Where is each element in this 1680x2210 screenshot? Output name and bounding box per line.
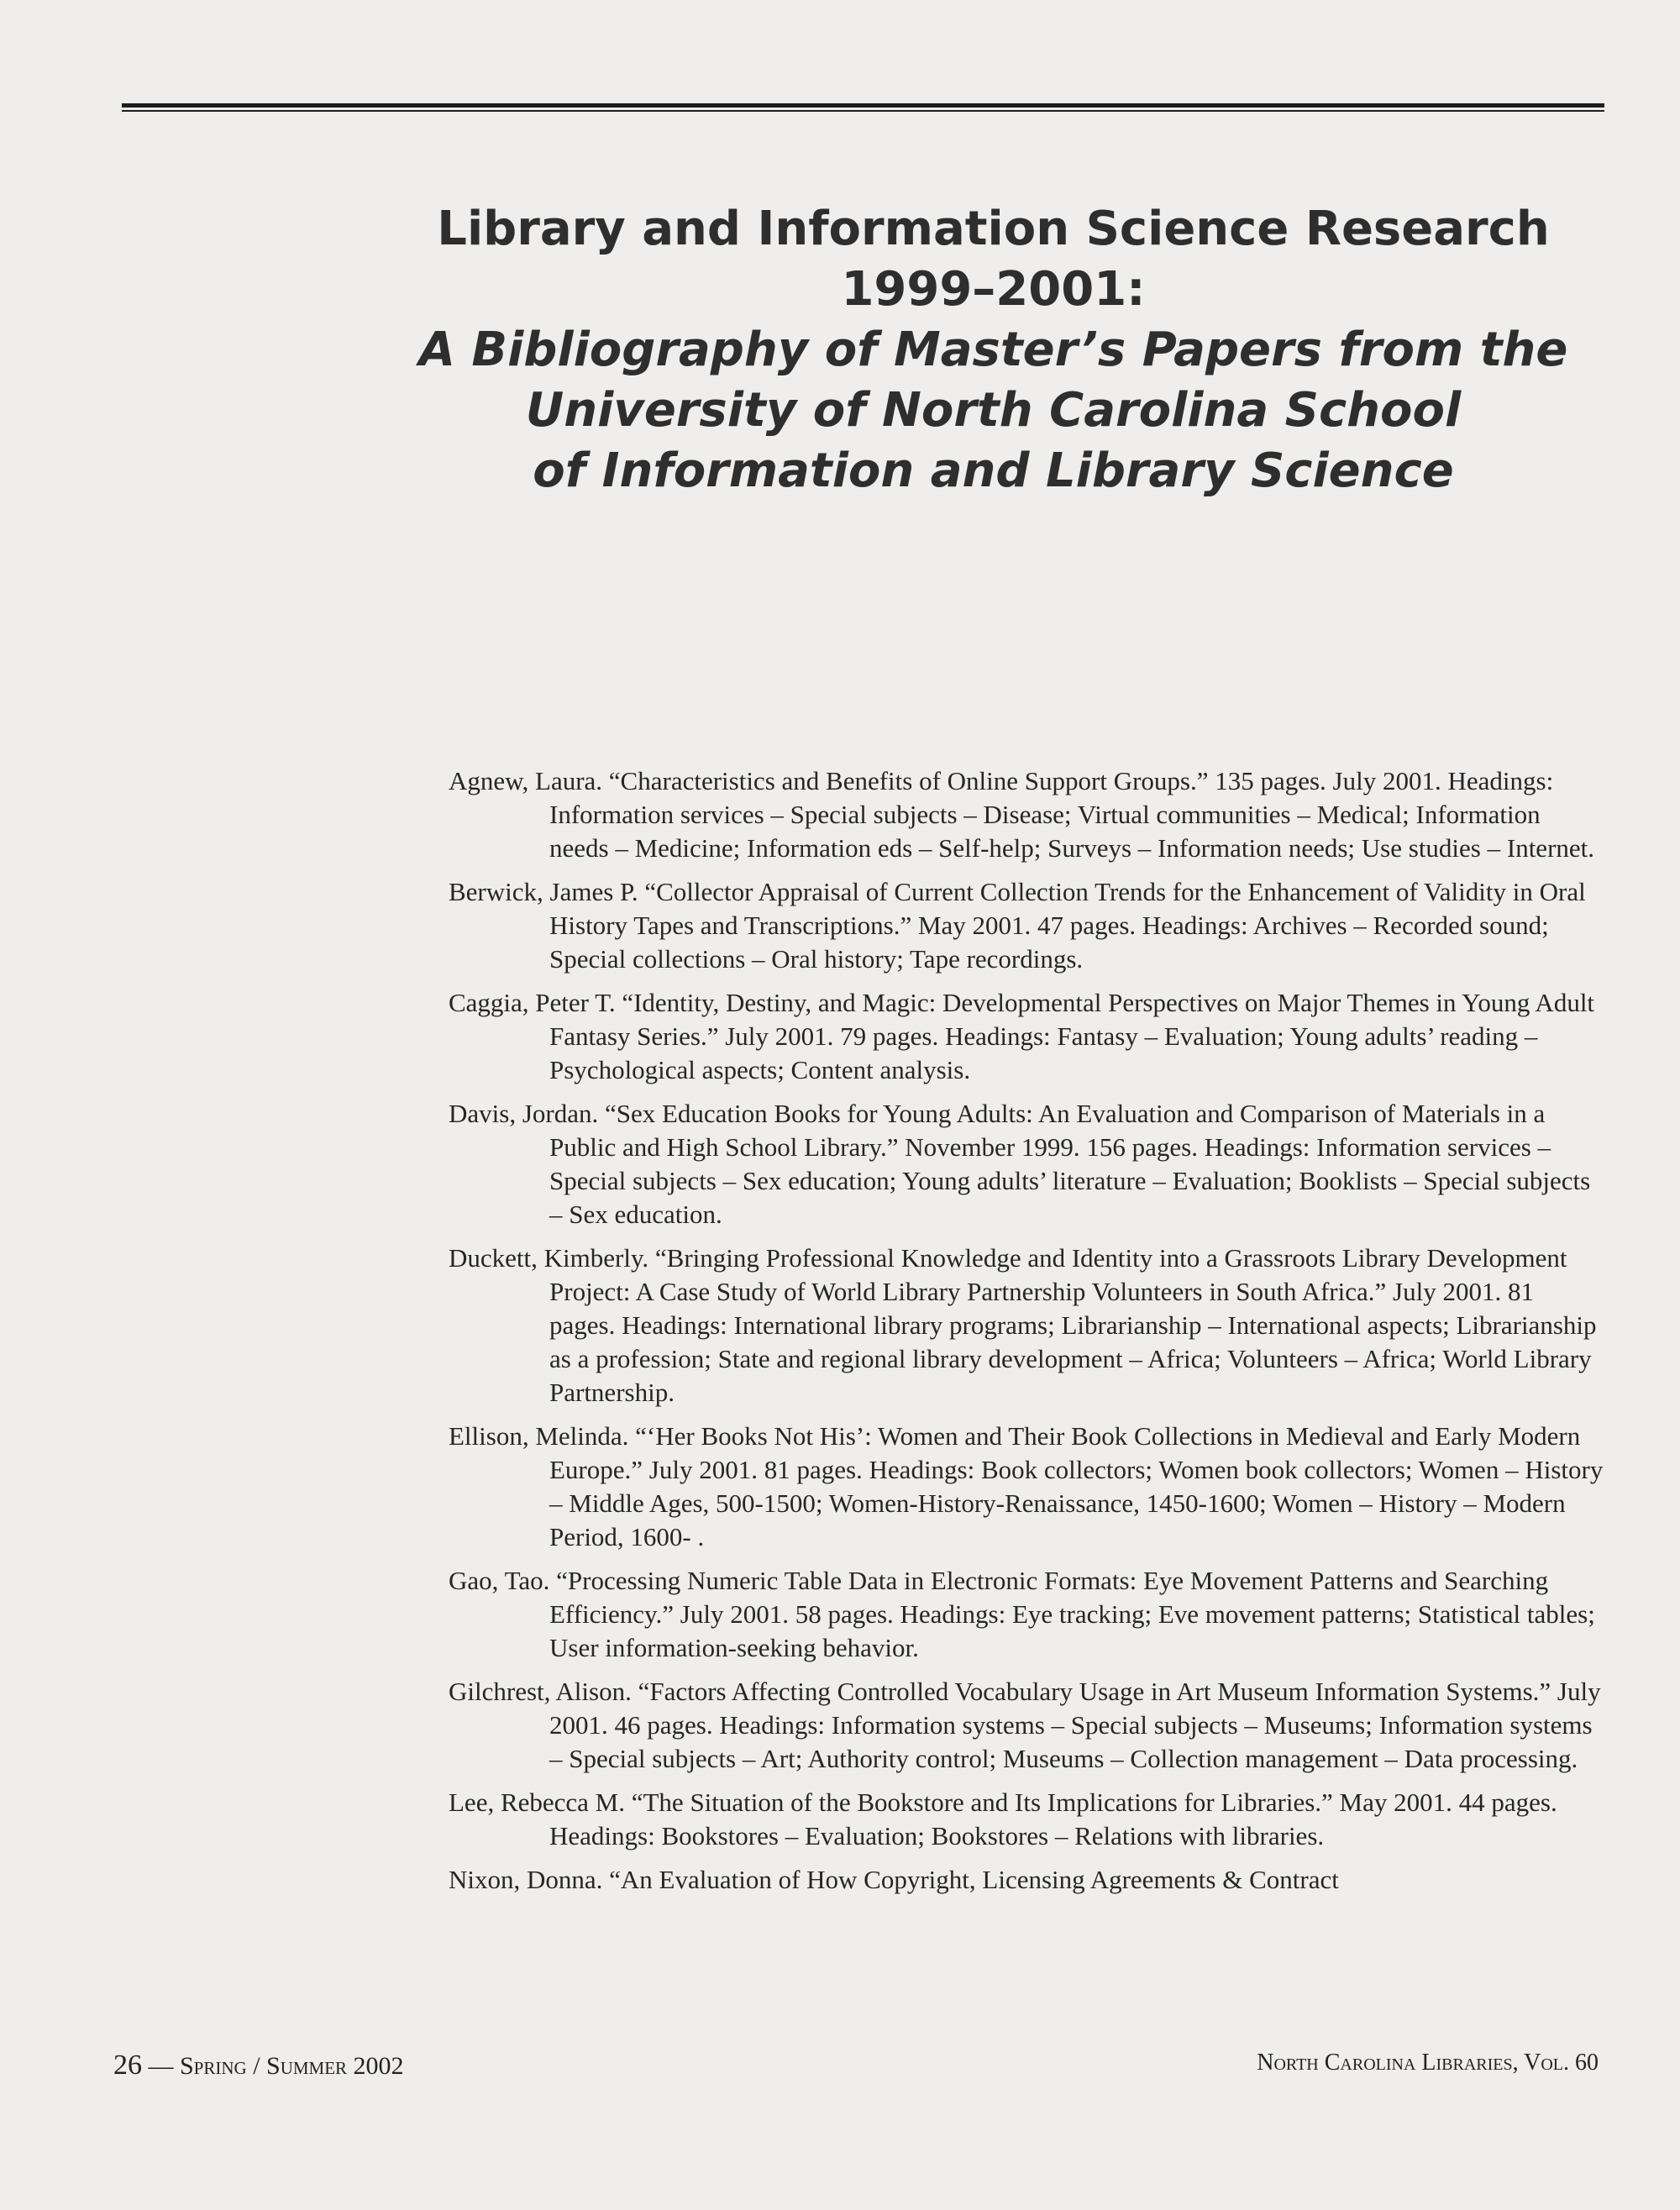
title-line-2: 1999–2001: [841, 262, 1146, 317]
page-number: 26 [113, 2050, 142, 2081]
journal-name: North Carolina Libraries, Vol. 60 [1257, 2050, 1599, 2076]
header-rule [122, 103, 1604, 108]
title-line-1: Library and Information Science Research [437, 202, 1550, 256]
header-rule-thin [122, 110, 1604, 112]
bibliography-entry: Lee, Rebecca M. “The Situation of the Bookstore and Its Implications for Libraries.” May 2001. 44 pages. Headings: Bookstores – Evaluation; Bookstores – Relations with libraries. [449, 1787, 1557, 1850]
bibliography-entry: Caggia, Peter T. “Identity, Destiny, and Magic: Developmental Perspectives on Major Themes in Young Adult Fantasy Series.” July 2001. 79 pages. Headings: Fantasy – Evaluation; Young adults’ reading – Psychological aspects; Content analysis. [449, 988, 1595, 1084]
bibliography-entry: Gao, Tao. “Processing Numeric Table Data in Electronic Formats: Eye Movement Patterns and Searching Efficiency.” July 2001. 58 pages. Headings: Eye tracking; Eve movement patterns; Statistical tables; User information-seeking behavior. [449, 1566, 1595, 1662]
article-title [336, 199, 1651, 501]
bibliography-entry: Nixon, Donna. “An Evaluation of How Copyright, Licensing Agreements & Contract [449, 1865, 1339, 1894]
bibliography-entry: Gilchrest, Alison. “Factors Affecting Controlled Vocabulary Usage in Art Museum Information Systems.” July 2001. 46 pages. Headings: Information systems – Special subjects – Museums; Information systems – Special subjects – Art; Authority control; Museums – Collection management – Data processing. [449, 1677, 1601, 1773]
issue-label: Spring / Summer 2002 [180, 2052, 404, 2080]
bibliography-entry: Ellison, Melinda. “‘Her Books Not His’: Women and Their Book Collections in Medieval and Early Modern Europe.” July 2001. 81 pages. Headings: Book collectors; Women book collectors; Women – History – Middle Ages, 500-1500; Women-History-Renaissance, 1450-1600; Women – History – Modern Period, 1600- . [449, 1421, 1604, 1551]
footer-left [113, 2050, 404, 2081]
footer-dash: — [148, 2052, 174, 2080]
subtitle-line-2: University of North Carolina School [525, 383, 1462, 438]
subtitle-line-1: A Bibliography of Master’s Papers from the [418, 323, 1568, 377]
bibliography-entry: Agnew, Laura. “Characteristics and Benefits of Online Support Groups.” 135 pages. July 2001. Headings: Information services – Special subjects – Disease; Virtual communities – Medical; Information needs – Medicine; Information eds – Self-help; Surveys – Information needs; Use studies – Internet. [449, 766, 1595, 863]
bibliography-list [449, 764, 1604, 1907]
bibliography-entry: Duckett, Kimberly. “Bringing Professional Knowledge and Identity into a Grassroots Library Development Project: A Case Study of World Library Partnership Volunteers in South Africa.” July 2001. 81 pages. Headings: International library programs; Librarianship – International aspects; Librarianship as a profession; State and regional library development – Africa; Volunteers – Africa; World Library Partnership. [449, 1243, 1597, 1407]
subtitle-line-3: of Information and Library Science [533, 444, 1454, 498]
bibliography-entry: Davis, Jordan. “Sex Education Books for Young Adults: An Evaluation and Comparison of Materials in a Public and High School Library.” November 1999. 156 pages. Headings: Information services – Special subjects – Sex education; Young adults’ literature – Evaluation; Booklists – Special subjects – Sex education. [449, 1099, 1591, 1229]
bibliography-entry: Berwick, James P. “Collector Appraisal of Current Collection Trends for the Enhancement of Validity in Oral History Tapes and Transcriptions.” May 2001. 47 pages. Headings: Archives – Recorded sound; Special collections – Oral history; Tape recordings. [449, 877, 1586, 974]
